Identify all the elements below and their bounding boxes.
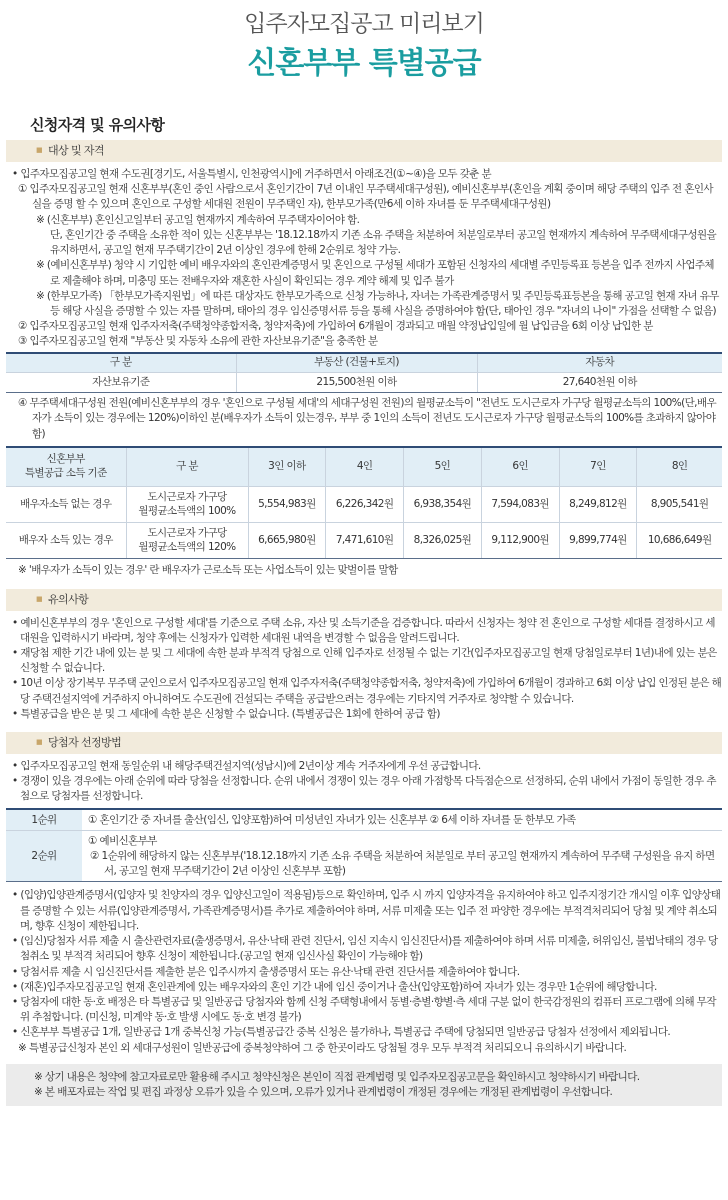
condition-1-note-1b: 단, 혼인기간 중 주택을 소유한 적이 있는 신혼부부는 '18.12.18까지 기존 소유 주택을 처분하여 처분일로부터 공고일 현재까지 계속하여 무주택세대구성원을 유지하면서, 공고일 현재 무주택기간이 2년 이상인 경우에 한해 2순위로 청약 가능. xyxy=(50,228,717,257)
income-cell: 8,905,541원 xyxy=(637,487,722,523)
condition-1: ① 입주자모집공고일 현재 신혼부부(혼인 중인 사람으로서 혼인기간이 7년 이내인 무주택세대구성원), 예비신혼부부(혼인을 계획 중이며 해당 주택의 입주 전 혼인사실을 증명 할 수 있으며 혼인으로 구성할 세대원 전원이 무주택인 자), 한부모가족(만6세 이하 자녀를 둔 무주택세대구성원) xyxy=(18,183,713,211)
income-header: 4인 xyxy=(326,447,404,487)
band-selection: ■ 당첨자 선정방법 xyxy=(6,732,722,754)
income-header: 7인 xyxy=(559,447,637,487)
table-row xyxy=(6,487,722,523)
selection-item: • 경쟁이 있을 경우에는 아래 순위에 따라 당첨을 선정합니다. 순위 내에서 경쟁이 있는 경우 아래 가점항목 다득점순으로 선정하되, 순위 내에서 가점이 동일한 경우 추첨으로 당첨자를 선정합니다. xyxy=(12,775,716,803)
income-row-basis: 도시근로자 가구당 월평균소득액의 120% xyxy=(126,523,248,559)
income-row-label: 배우자 소득 있는 경우 xyxy=(6,523,126,559)
pretitle: 입주자모집공고 미리보기 xyxy=(244,11,484,37)
caution-item: • 예비신혼부부의 경우 '혼인으로 구성할 세대'를 기준으로 주택 소유, 자산 및 소득기준을 검증합니다. 따라서 신청자는 청약 전 혼인으로 구성할 세대를 결정하시고 세대원을 입력하시기 바라며, 청약 후에는 신청자가 입력한 세대원 내역을 변경할 수 없음을 알려드립니다. xyxy=(12,616,715,644)
income-row-basis: 도시근로자 가구당 월평균소득액의 100% xyxy=(126,487,248,523)
selection-item: • (재혼)입주자모집공고일 현재 혼인관계에 있는 배우자와의 혼인 기간 내에 임신 중이거나 출산(입양포함)하여 자녀가 있는 경우만 1순위에 해당합니다. xyxy=(12,980,657,993)
rank-2-label: 2순위 xyxy=(6,831,82,882)
rank-table xyxy=(6,808,722,883)
income-table xyxy=(6,446,722,560)
rank-2-text: ① 예비신혼부부 ② 1순위에 해당하지 않는 신혼부부('18.12.18까지 기존 소유 주택을 처분하여 처분일로 부터 공고일 현재까지 계속하여 무주택 구성원을 유지 하면서, 공고일 현재 무주택기간이 2년 이상인 신혼부부 포함) xyxy=(82,831,722,882)
caution-item: • 10년 이상 장기복무 무주택 군인으로서 입주자모집공고일 현재 입주자저축(주택청약종합저축, 청약저축)에 가입하여 6개월이 경과하고 6회 이상 납입 인정된 분은 해당 주택건설지역에 거주하지 아니하여도 수도권에 건설되는 주택을 공급받으려는 경우에는 기타지역 거주자로 청약할 수 있습니다. xyxy=(12,677,722,705)
footer-notes xyxy=(6,1064,722,1106)
header xyxy=(6,0,722,102)
eligibility-intro: • 입주자모집공고일 현재 수도권[경기도, 서울특별시, 인천광역시]에 거주하면서 아래조건(①~④)을 모두 갖춘 분 xyxy=(12,168,492,180)
band-eligibility: ■ 대상 및 자격 xyxy=(6,140,722,162)
table-row xyxy=(6,523,722,559)
condition-1-note-1: ※ (신혼부부) 혼인신고일부터 공고일 현재까지 계속하여 무주택자이어야 함. xyxy=(36,213,360,226)
condition-1-note-2: ※ (예비신혼부부) 청약 시 기입한 예비 배우자와의 혼인관계증명서 및 혼인으로 구성될 세대가 포함된 신청자의 세대별 주민등록표 등본을 입주 전까지 사업주체로 제출해야 하며, 미충밍 또는 전배우자와 재혼한 사실이 확인되는 경우 계약 해제 및 입주 불가 xyxy=(36,259,714,287)
footer-note: ※ 본 배포자료는 작업 및 편집 과정상 오류가 있을 수 있으며, 오류가 있거나 관계법령이 개정된 경우에는 개정된 관계법령이 우선합니다. xyxy=(34,1086,613,1099)
condition-1-note-3: ※ (한부모가족) 「한부모가족지원법」에 따른 대상자도 한부모가족으로 신청 가능하나, 자녀는 가족관계증명서 및 주민등록표등본을 통해 공고일 현재 자녀 유무 등 해당 사실을 증명할 수 있는 자를 말하며, 태아의 경우 임신증명서류 등을 통해 사실을 증명하여야 함(단, 태아인 경우 "자녀의 나이" 가점을 선택할 수 없음) xyxy=(36,289,719,317)
selection-item: • 입주자모집공고일 현재 동일순위 내 해당주택건설지역(성남시)에 2년이상 계속 거주자에게 우선 공급합니다. xyxy=(12,760,481,773)
income-cell: 9,112,900원 xyxy=(481,523,559,559)
selection-item: • (입양)입양관계증명서(입양자 및 친양자의 경우 입양신고일이 적용됨)등으로 확인하며, 입주 시 까지 입양자격을 유지하여야 하고 입주지정기간 개시일 이후 입양상태를 증명할 수 있는 서류(입양관계증명서, 가족관계증명서)를 추가로 제출하여야 하며, 서류 미제출 또는 입주 전 파양한 경우에는 부적격처리되어 당첨 및 계약 취소되며, 향후 신청이 제한됩니다. xyxy=(12,889,721,932)
income-header: 3인 이하 xyxy=(248,447,326,487)
asset-header: 구 분 xyxy=(6,353,236,373)
income-header: 6인 xyxy=(481,447,559,487)
rank-1-label: 1순위 xyxy=(6,809,82,831)
income-cell: 8,249,812원 xyxy=(559,487,637,523)
selection-item: • 신혼부부 특별공급 1개, 일반공급 1개 중복신청 가능(특별공급간 중복 신청은 불가하나, 특별공급 주택에 당첨되면 일반공급 당첨자 선정에서 제외됩니다. xyxy=(12,1026,671,1039)
caution-item: • 특별공급을 받은 분 및 그 세대에 속한 분은 신청할 수 없습니다. (특별공급은 1회에 한하여 공급 함) xyxy=(12,707,440,720)
table-row xyxy=(6,831,722,882)
selection-item: • 당첨서류 제출 시 임신진단서를 제출한 분은 입주시까지 출생증명서 또는 유산·낙태 관련 진단서를 제출하여야 합니다. xyxy=(12,965,520,978)
condition-3: ③ 입주자모집공고일 현재 "부동산 및 자동차 소유에 관한 자산보유기준"을 충족한 분 xyxy=(18,335,378,348)
table-row xyxy=(6,809,722,831)
selection-item: • 당첨자에 대한 동·호 배정은 타 특별공급 및 일반공급 당첨자와 함께 신청 주택형내에서 동별·층별·향별·측 세대 구분 없이 한국감정원의 컴퓨터 프로그램에 의해 무작위 추첨합니다. (미신청, 미계약 동·호 발생 시에도 동·호 변경 불가) xyxy=(12,995,716,1024)
asset-cell: 자산보유기준 xyxy=(6,373,236,393)
selection-item: • (임신)당첨자 서류 제출 시 출산관련자료(출생증명서, 유산·낙태 관련 진단서, 임신 지속시 임신진단서)를 제출하여야 하며 서류 미제출, 허위임신, 불법낙태의 경우 당첨취소 및 부적격 처리되어 향후 신청이 제한됩니다.(공고일 현재 임신사실 확인이 가능해야 함) xyxy=(12,935,718,963)
asset-table xyxy=(6,352,722,394)
asset-cell: 215,500천원 이하 xyxy=(236,373,477,393)
income-row-label: 배우자소득 없는 경우 xyxy=(6,487,126,523)
income-header-criteria: 신혼부부 특별공급 소득 기준 xyxy=(6,447,126,487)
asset-cell: 27,640천원 이하 xyxy=(477,373,722,393)
rank-1-text: ① 혼인기간 중 자녀를 출산(임신, 입양포함)하여 미성년인 자녀가 있는 신혼부부 ② 6세 이하 자녀를 둔 한부모 가족 xyxy=(82,809,722,831)
band-caution: ■ 유의사항 xyxy=(6,589,722,611)
section-title: 신청자격 및 유의사항 xyxy=(30,116,165,134)
income-cell: 6,665,980원 xyxy=(248,523,326,559)
income-header: 5인 xyxy=(404,447,482,487)
income-header: 8인 xyxy=(637,447,722,487)
income-note: ※ '배우자가 소득이 있는 경우' 란 배우자가 근로소득 또는 사업소득이 있는 맞벌이를 말함 xyxy=(18,564,398,577)
condition-2: ② 입주자모집공고일 현재 입주자저축(주택청약종합저축, 청약저축)에 가입하여 6개월이 경과되고 매월 약정납입일에 월 납입금을 6회 이상 납입한 분 xyxy=(18,320,653,333)
income-cell: 5,554,983원 xyxy=(248,487,326,523)
asset-header: 자동차 xyxy=(477,353,722,373)
condition-4: ④ 무주택세대구성원 전원(예비신혼부부의 경우 '혼인으로 구성될 세대'의 세대구성원 전원)의 월평균소득이 "전년도 도시근로자 가구당 월평균소득의 100%(단,배우자가 소득이 있는 경우에는 120%)이하인 분(배우자가 소득이 있는경우, 부부 중 1인의 소득이 전년도 도시근로자 가구당 월평균소득의 100%를 초과하지 않아야함) xyxy=(18,397,716,440)
footer-note: ※ 상기 내용은 청약에 참고자료로만 활용해 주시고 청약신청은 본인이 직접 관계법령 및 입주자모집공고문을 확인하시고 청약하시기 바랍니다. xyxy=(34,1070,640,1083)
income-cell: 8,326,025원 xyxy=(404,523,482,559)
caution-item: • 재당첨 제한 기간 내에 있는 분 및 그 세대에 속한 분과 부적격 당첨으로 인해 입주자로 선정될 수 없는 기간(입주자모집공고일 현재 당첨일로부터 1년)내에 있는 분은 신청할 수 없습니다. xyxy=(12,646,717,675)
income-header: 구 분 xyxy=(126,447,248,487)
income-cell: 6,226,342원 xyxy=(326,487,404,523)
selection-tail-note: ※ 특별공급신청자 본인 외 세대구성원이 일반공급에 중복청약하여 그 중 한곳이라도 당첨될 경우 모두 부적격 처리되오니 유의하시기 바랍니다. xyxy=(18,1041,627,1054)
page-title: 신혼부부 특별공급 xyxy=(247,46,481,81)
income-cell: 7,594,083원 xyxy=(481,487,559,523)
income-cell: 6,938,354원 xyxy=(404,487,482,523)
income-cell: 9,899,774원 xyxy=(559,523,637,559)
asset-header: 부동산 (건물+토지) xyxy=(236,353,477,373)
income-cell: 10,686,649원 xyxy=(637,523,722,559)
income-cell: 7,471,610원 xyxy=(326,523,404,559)
